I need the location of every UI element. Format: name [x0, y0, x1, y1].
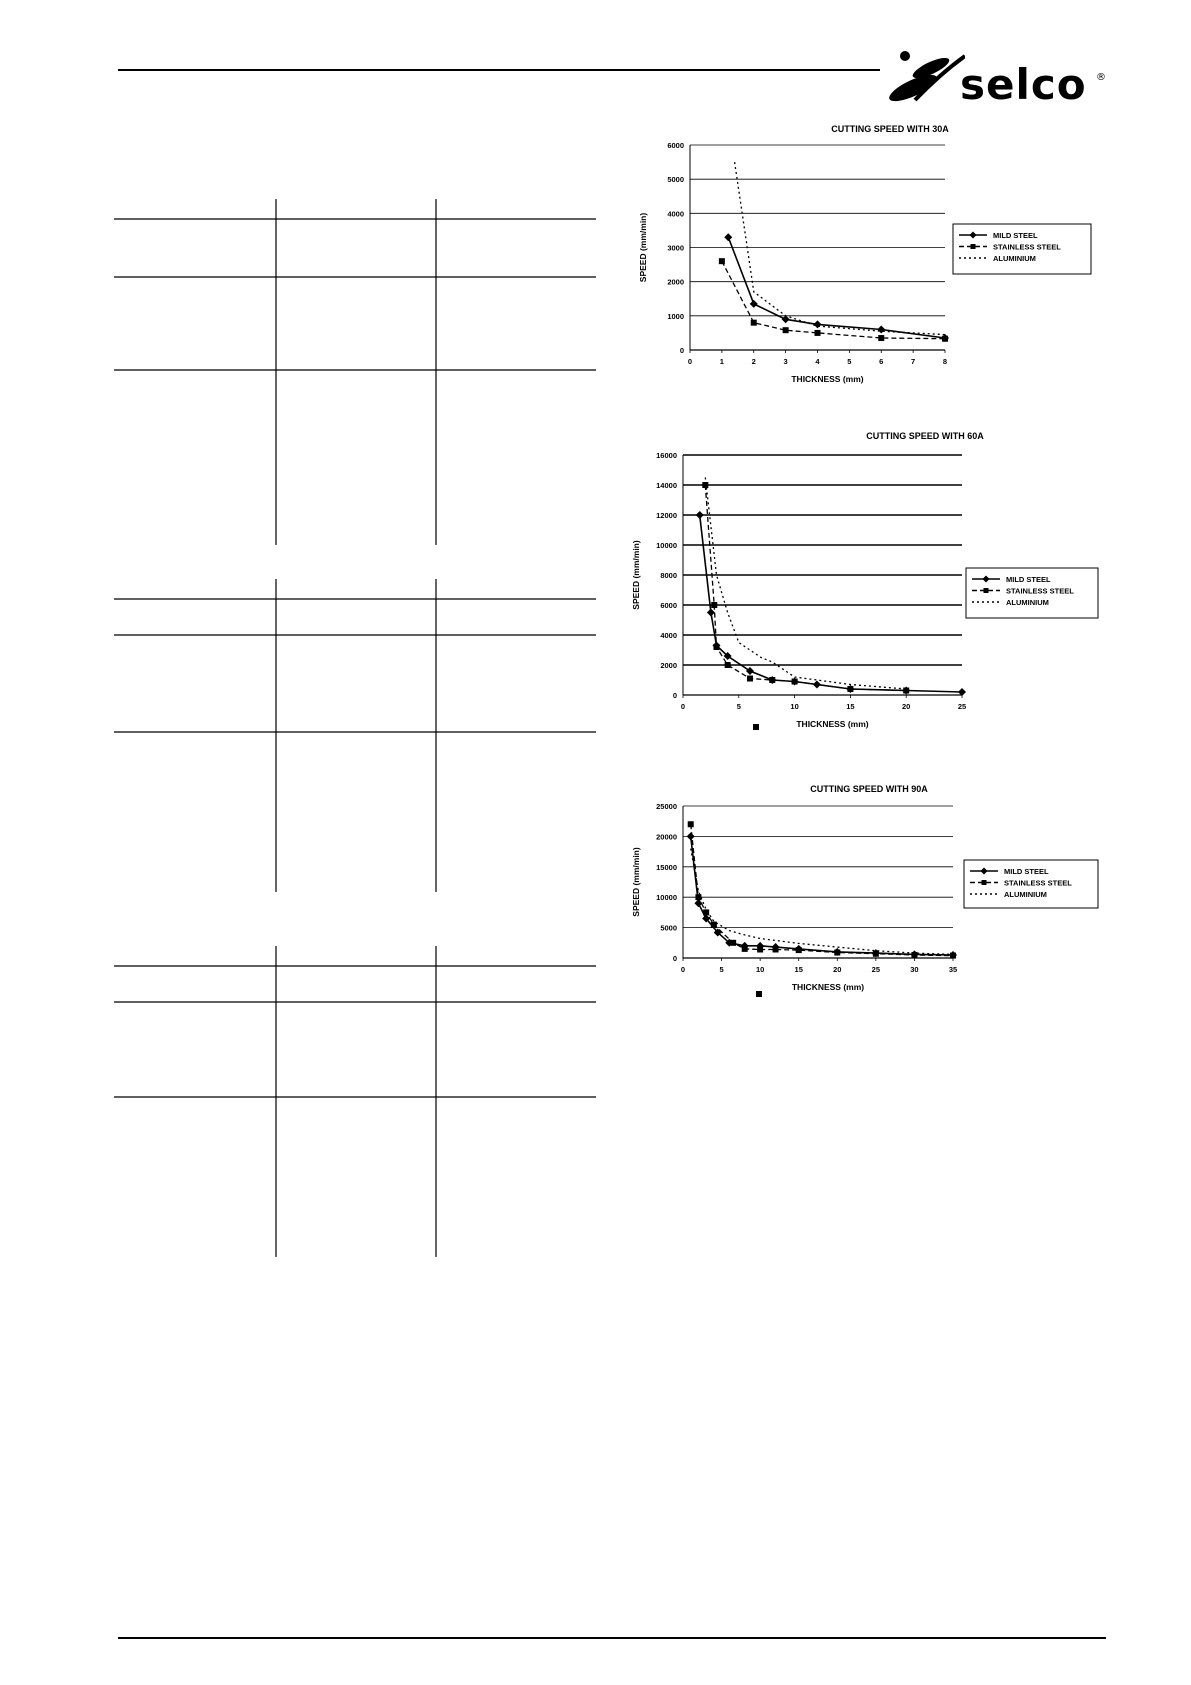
x-axis-label: THICKNESS (mm) — [791, 982, 865, 992]
y-tick-label: 4000 — [667, 209, 684, 219]
data-point — [730, 940, 736, 946]
data-point — [769, 677, 775, 683]
data-point — [707, 609, 715, 617]
x-axis-label: THICKNESS (mm) — [791, 374, 864, 384]
data-point — [757, 946, 763, 952]
series-line-1 — [691, 824, 953, 955]
legend-marker — [971, 244, 976, 249]
chart-60a — [620, 425, 1120, 740]
x-axis-label: THICKNESS (mm) — [796, 719, 869, 729]
legend-label: MILD STEEL — [993, 231, 1038, 240]
y-tick-label: 6000 — [660, 601, 677, 610]
x-tick-label: 2 — [751, 357, 756, 366]
series-line-0 — [691, 836, 953, 955]
data-point — [815, 330, 821, 336]
data-point — [711, 602, 717, 608]
x-tick-label: 8 — [942, 357, 948, 366]
data-point — [695, 894, 701, 900]
y-tick-label: 0 — [672, 954, 677, 963]
chart-60a-svg — [620, 425, 1120, 735]
data-point — [847, 686, 853, 692]
x-tick-label: 7 — [911, 357, 916, 366]
data-point — [942, 336, 948, 342]
y-tick-label: 20000 — [656, 832, 677, 842]
chart-90a-svg — [620, 780, 1120, 1010]
y-tick-label: 2000 — [660, 661, 677, 670]
chart-title: CUTTING SPEED WITH 90A — [810, 784, 928, 794]
x-tick-label: 25 — [957, 702, 967, 711]
legend-marker — [982, 880, 987, 885]
data-point — [687, 832, 695, 840]
data-point — [834, 950, 840, 956]
chart-title: CUTTING SPEED WITH 60A — [866, 431, 984, 441]
x-tick-label: 25 — [871, 965, 881, 974]
x-tick-label: 15 — [794, 965, 803, 974]
y-axis-label: SPEED (mm/min) — [631, 540, 641, 610]
y-tick-label: 12000 — [656, 511, 677, 520]
y-axis-label: SPEED (mm/min) — [631, 847, 641, 917]
y-tick-label: 16000 — [656, 451, 677, 460]
x-tick-label: 5 — [719, 965, 724, 974]
legend-label: ALUMINIUM — [1006, 598, 1049, 607]
footer-rule — [118, 1637, 1106, 1639]
legend-label: ALUMINIUM — [1004, 890, 1047, 899]
data-point — [750, 300, 758, 308]
data-point — [688, 821, 694, 827]
data-point — [878, 335, 884, 341]
y-tick-label: 1000 — [667, 311, 684, 321]
legend-label: STAINLESS STEEL — [993, 242, 1061, 252]
x-tick-label: 0 — [680, 965, 686, 974]
data-point — [792, 679, 798, 685]
table-grid-lines — [114, 195, 600, 1265]
y-tick-label: 5000 — [667, 175, 684, 185]
header-rule — [118, 69, 880, 71]
series-line-2 — [705, 478, 906, 690]
y-tick-label: 2000 — [667, 277, 684, 287]
data-point — [783, 327, 789, 333]
y-tick-label: 10000 — [656, 541, 677, 550]
x-tick-label: 10 — [790, 702, 799, 711]
series-line-0 — [728, 237, 945, 338]
y-axis-label: SPEED (mm/min) — [638, 212, 648, 283]
data-point — [742, 946, 748, 952]
data-point — [719, 258, 725, 264]
y-tick-label: 25000 — [656, 802, 677, 811]
x-tick-label: 5 — [736, 702, 741, 711]
series-line-2 — [691, 849, 953, 955]
series-line-1 — [705, 485, 906, 691]
y-tick-label: 10000 — [656, 893, 677, 903]
legend-marker — [984, 588, 989, 593]
x-tick-label: 10 — [755, 965, 765, 974]
chart-30a — [620, 120, 1120, 405]
data-point — [724, 233, 732, 241]
data-point — [796, 947, 802, 953]
data-point — [877, 326, 885, 334]
legend-label: STAINLESS STEEL — [1006, 586, 1074, 596]
brand-name: selco — [960, 60, 1087, 109]
data-point — [711, 922, 717, 928]
x-tick-label: 3 — [783, 357, 788, 366]
data-point — [814, 320, 822, 328]
legend-label: STAINLESS STEEL — [1004, 878, 1072, 888]
chart-30a-svg — [620, 120, 1120, 400]
y-tick-label: 3000 — [667, 243, 684, 253]
data-point — [747, 676, 753, 682]
y-tick-label: 14000 — [656, 481, 677, 490]
x-tick-label: 30 — [910, 965, 919, 974]
x-tick-label: 20 — [902, 702, 911, 711]
stray-mark-60a — [753, 724, 759, 730]
y-tick-label: 0 — [672, 691, 677, 700]
stray-mark-90a — [756, 991, 762, 997]
spec-tables — [114, 195, 600, 1265]
y-tick-label: 5000 — [660, 923, 677, 933]
x-tick-label: 0 — [680, 702, 686, 711]
data-point — [950, 953, 956, 959]
x-tick-label: 6 — [879, 357, 884, 366]
x-tick-label: 4 — [815, 357, 820, 366]
x-tick-label: 1 — [719, 357, 724, 366]
x-tick-label: 15 — [846, 702, 855, 711]
legend-label: MILD STEEL — [1004, 867, 1049, 876]
data-point — [873, 951, 879, 957]
data-point — [725, 662, 731, 668]
chart-title: CUTTING SPEED WITH 30A — [831, 124, 949, 134]
series-line-2 — [735, 162, 945, 335]
data-point — [751, 320, 757, 326]
x-tick-label: 0 — [687, 357, 693, 366]
chart-90a — [620, 780, 1120, 1015]
data-point — [696, 511, 704, 519]
registered-mark: ® — [1096, 72, 1106, 83]
legend-label: ALUMINIUM — [993, 254, 1036, 263]
x-tick-label: 35 — [948, 965, 958, 974]
x-tick-label: 5 — [847, 357, 852, 366]
x-tick-label: 20 — [833, 965, 842, 974]
data-point — [773, 946, 779, 952]
y-tick-label: 8000 — [660, 571, 677, 580]
legend-label: MILD STEEL — [1006, 575, 1051, 584]
data-point — [713, 644, 719, 650]
y-tick-label: 0 — [679, 346, 684, 355]
y-tick-label: 6000 — [667, 141, 684, 150]
y-tick-label: 4000 — [660, 631, 677, 640]
y-tick-label: 15000 — [656, 862, 677, 872]
